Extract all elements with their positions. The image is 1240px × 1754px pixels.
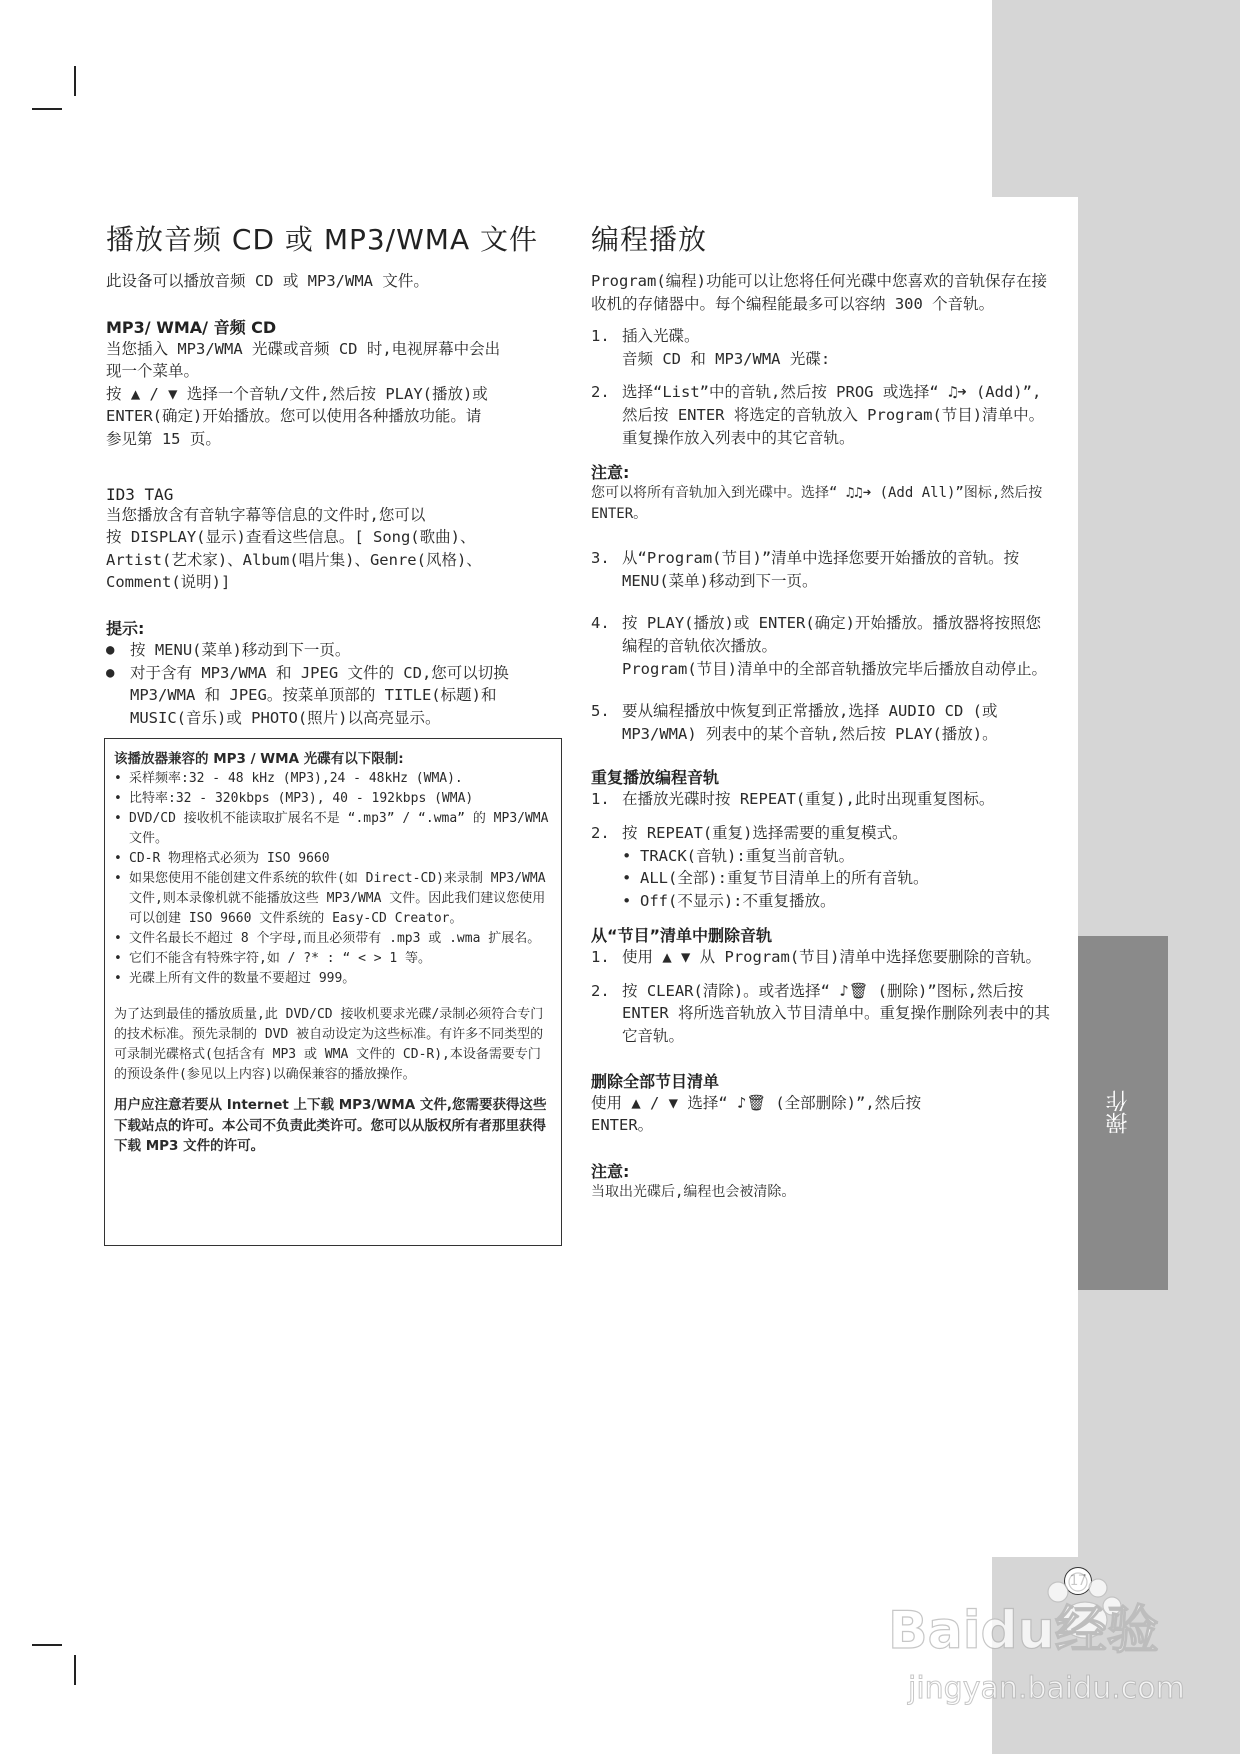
step-text: 按 PLAY(播放)或 ENTER(确定)开始播放。播放器将按照您编程的音轨依次播放。 — [622, 614, 1041, 655]
steps-list-b — [591, 547, 1051, 745]
list-item: • CD-R 物理格式必须为 ISO 9660 — [114, 849, 553, 869]
tips-list — [106, 639, 566, 729]
step-number: 5. — [591, 702, 610, 721]
list-item: • 它们不能含有特殊字符,如 / ?* : “ < > 1 等。 — [114, 949, 553, 969]
left-title: 播放音频 CD 或 MP3/WMA 文件 — [106, 223, 539, 256]
svg-text:Baidu经验: Baidu经验 — [888, 1601, 1159, 1661]
section-heading-mp3: MP3/ WMA/ 音频 CD — [106, 317, 277, 337]
step-number: 1. — [591, 327, 610, 346]
list-item — [591, 547, 1051, 592]
list-item: • DVD/CD 接收机不能读取扩展名不是 “.mp3” / “.wma” 的 MP3/WMA 文件。 — [114, 809, 553, 849]
step-text: 按 CLEAR(清除)。或者选择“ ♪🗑 (删除)”图标,然后按 ENTER 将所选音轨放入节目清单中。重复操作删除列表中的其它音轨。 — [622, 981, 1050, 1046]
clear-all-heading: 删除全部节目清单 — [591, 1071, 720, 1091]
list-item — [591, 325, 1051, 370]
box-list — [114, 769, 553, 989]
box-paragraph: 为了达到最佳的播放质量,此 DVD/CD 接收机要求光碟/录制必须符合专门的技术标准。预先录制的 DVD 被自动设定为这些标准。有许多不同类型的可录制光碟格式(包括含有 MP3 或 WMA 文件的 CD-R),本设备需要专门的预设条件(参见以上内容)以确保兼容的播放操作。 — [114, 1007, 544, 1082]
list-item: • 如果您使用不能创建文件系统的软件(如 Direct-CD)来录制 MP3/WMA 文件,则本录像机就不能播放这些 MP3/WMA 文件。因此我们建议您使用可以创建 ISO 9660 文件系统的 Easy-CD Creator。 — [114, 869, 553, 929]
step-text: 要从编程播放中恢复到正常播放,选择 AUDIO CD (或 MP3/WMA) 列表中的某个音轨,然后按 PLAY(播放)。 — [622, 702, 998, 743]
step-number: 2. — [591, 383, 610, 402]
step-text: 从“Program(节目)”清单中选择您要开始播放的音轨。按 MENU(菜单)移动到下一页。 — [622, 549, 1020, 590]
compatibility-box — [104, 738, 562, 1246]
right-intro: Program(编程)功能可以让您将任何光碟中您喜欢的音轨保存在接收机的存储器中。每个编程能最多可以容纳 300 个音轨。 — [591, 272, 1047, 313]
section-heading-id3: ID3 TAG — [106, 484, 174, 504]
left-intro: 此设备可以播放音频 CD 或 MP3/WMA 文件。 — [106, 272, 429, 290]
svg-text:jingyan.baidu.com: jingyan.baidu.com — [908, 1671, 1185, 1706]
step-number: 2. — [591, 823, 610, 842]
note-text: 当取出光碟后,编程也会被清除。 — [591, 1183, 796, 1200]
steps-list-a — [591, 325, 1051, 449]
box-title: 该播放器兼容的 MP3 / WMA 光碟有以下限制: — [114, 751, 404, 767]
text-line: 按 DISPLAY(显示)查看这些信息。[ Song(歌曲)、 — [106, 528, 476, 547]
step-subtext: 音频 CD 和 MP3/WMA 光碟: — [622, 349, 831, 368]
list-item: ● 对于含有 MP3/WMA 和 JPEG 文件的 CD,您可以切换 MP3/WMA 和 JPEG。按菜单顶部的 TITLE(标题)和 MUSIC(音乐)或 PHOTO(照片)以高亮显示。 — [106, 662, 566, 730]
step-subtext: Program(节目)清单中的全部音轨播放完毕后播放自动停止。 — [622, 659, 1047, 678]
list-item — [591, 381, 1051, 449]
margin-gray-top — [992, 0, 1240, 197]
right-column — [591, 218, 1051, 1203]
step-number: 2. — [591, 981, 610, 1000]
list-item: • ALL(全部):重复节目清单上的所有音轨。 — [622, 867, 1051, 890]
list-item — [591, 946, 1051, 969]
step-number: 4. — [591, 614, 610, 633]
baidu-watermark-logo — [880, 1570, 1220, 1720]
list-item: • 文件名最长不超过 8 个字母,而且必须带有 .mp3 或 .wma 扩展名。 — [114, 929, 553, 949]
step-text: 使用 ▲ ▼ 从 Program(节目)清单中选择您要删除的音轨。 — [622, 948, 1041, 967]
text-line: ENTER(确定)开始播放。您可以使用各种播放功能。请 — [106, 407, 482, 426]
repeat-modes — [622, 845, 1051, 913]
delete-heading: 从“节目”清单中删除音轨 — [591, 926, 773, 946]
right-title: 编程播放 — [591, 223, 708, 256]
crop-mark — [32, 108, 62, 110]
text-line: Comment(说明)] — [106, 573, 231, 592]
list-item: ● 按 MENU(菜单)移动到下一页。 — [106, 639, 566, 662]
list-item — [591, 788, 1051, 811]
repeat-steps — [591, 788, 1051, 912]
repeat-heading: 重复播放编程音轨 — [591, 768, 720, 788]
list-item — [591, 700, 1051, 745]
list-item — [591, 612, 1051, 680]
step-number: 1. — [591, 948, 610, 967]
box-warning: 用户应注意若要从 Internet 上下载 MP3/WMA 文件,您需要获得这些下载站点的许可。本公司不负责此类许可。您可以从版权所有者那里获得下载 MP3 文件的许可。 — [114, 1097, 547, 1154]
list-item: • 采样频率:32 - 48 kHz (MP3),24 - 48kHz (WMA). — [114, 769, 553, 789]
step-text: 按 REPEAT(重复)选择需要的重复模式。 — [622, 823, 908, 842]
text-line: 按 ▲ / ▼ 选择一个音轨/文件,然后按 PLAY(播放)或 — [106, 384, 488, 403]
list-item: • 比特率:32 - 320kbps (MP3), 40 - 192kbps (WMA) — [114, 789, 553, 809]
text-line: 当您插入 MP3/WMA 光碟或音频 CD 时,电视屏幕中会出 — [106, 339, 501, 358]
crop-mark — [32, 1644, 62, 1646]
note-heading: 注意: — [591, 1161, 630, 1181]
note-heading: 注意: — [591, 463, 630, 483]
list-item: • Off(不显示):不重复播放。 — [622, 890, 1051, 913]
list-item: • 光碟上所有文件的数量不要超过 999。 — [114, 969, 553, 989]
section-side-tab-label: 操作 — [1106, 1090, 1131, 1134]
margin-gray-side — [1078, 197, 1240, 1557]
step-number: 1. — [591, 790, 610, 809]
text-line: ENTER。 — [591, 1116, 654, 1135]
text-line: 当您播放含有音轨字幕等信息的文件时,您可以 — [106, 505, 426, 524]
step-text: 插入光碟。 — [622, 327, 700, 346]
step-text: 选择“List”中的音轨,然后按 PROG 或选择“ ♫➜ (Add)”,然后按 ENTER 将选定的音轨放入 Program(节目)清单中。重复操作放入列表中的其它音轨。 — [622, 383, 1045, 447]
list-item: • TRACK(音轨):重复当前音轨。 — [622, 845, 1051, 868]
list-item — [591, 822, 1051, 912]
step-text: 在播放光碟时按 REPEAT(重复),此时出现重复图标。 — [622, 790, 995, 809]
text-line: 参见第 15 页。 — [106, 429, 221, 448]
text-line: Artist(艺术家)、Album(唱片集)、Genre(风格)、 — [106, 550, 482, 569]
list-item — [591, 980, 1051, 1048]
delete-steps — [591, 946, 1051, 1047]
crop-mark — [74, 1655, 76, 1685]
crop-mark — [74, 66, 76, 96]
step-number: 3. — [591, 549, 610, 568]
note-text: 您可以将所有音轨加入到光碟中。选择“ ♫♫➜ (Add All)”图标,然后按 ENTER。 — [591, 485, 1043, 523]
left-column — [106, 218, 566, 729]
tips-heading: 提示: — [106, 618, 145, 638]
text-line: 现一个菜单。 — [106, 362, 200, 381]
text-line: 使用 ▲ / ▼ 选择“ ♪🗑 (全部删除)”,然后按 — [591, 1093, 922, 1112]
